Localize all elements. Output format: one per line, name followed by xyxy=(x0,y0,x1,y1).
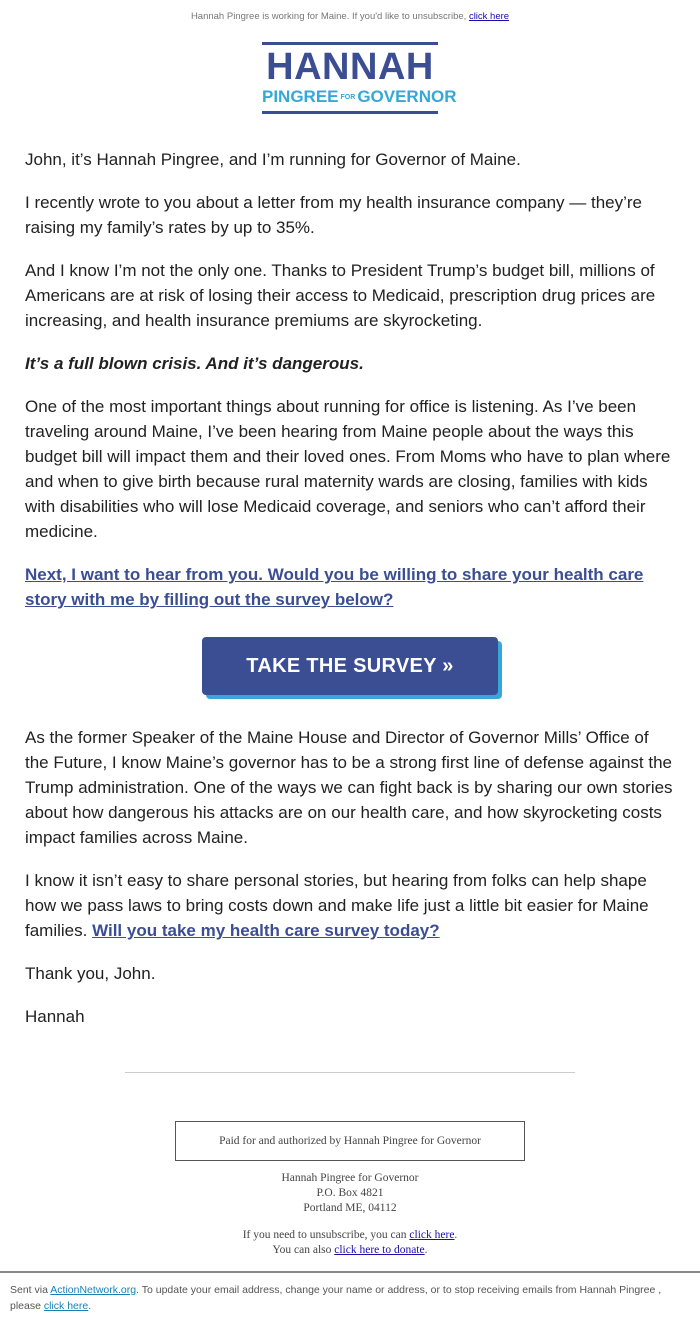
paragraph-speaker: As the former Speaker of the Maine House and Director of Governor Mills’ Office of the Future, I know Maine’s governor has to be a strong first line of defense against the Trump administration. One of the ways we can fight back is by sharing our own stories about how dangerous his attacks are on our health care, and how skyrocketing costs impact families across Maine. xyxy=(25,728,673,847)
survey-button-wrap xyxy=(25,637,675,695)
paragraph-crisis: It’s a full blown crisis. And it’s dangerous. xyxy=(25,354,364,373)
donate-text: You can also xyxy=(272,1244,332,1256)
paragraph-not-only-one: And I know I’m not the only one. Thanks to President Trump’s budget bill, millions of Americans are at risk of losing their access to Medicaid, prescription drug prices are increasing, and health insurance premiums are skyrocketing. xyxy=(25,261,656,330)
paid-for-box: Paid for and authorized by Hannah Pingree for Governor xyxy=(175,1121,525,1161)
paragraph-letter: I recently wrote to you about a letter from my health insurance company — they’re raising my family’s rates by up to 35%. xyxy=(25,193,643,237)
logo-rule-bottom xyxy=(262,111,438,114)
email-body xyxy=(25,147,675,1047)
paragraph-thanks: Thank you, John. xyxy=(25,964,156,983)
logo-connector: FOR xyxy=(340,93,356,101)
sent-via-rest: . To update your email address, change your name or address, or to stop receiving emails from Hannah Pingree , please xyxy=(10,1284,662,1312)
survey-today-link[interactable]: Will you take my health care survey today? xyxy=(92,921,440,940)
logo-rule-top xyxy=(262,42,438,45)
preheader-unsubscribe-link[interactable]: click here xyxy=(468,11,510,22)
footer-divider xyxy=(125,1072,575,1073)
address-city: Portland ME, 04112 xyxy=(303,1202,397,1214)
preheader xyxy=(0,11,700,22)
logo-subtitle xyxy=(262,87,457,108)
signoff: Hannah xyxy=(25,1007,85,1026)
unsubscribe-block: If you need to unsubscribe, you can click here. You can also click here to donate. xyxy=(242,1229,458,1256)
paragraph-greeting: John, it’s Hannah Pingree, and I’m running for Governor of Maine. xyxy=(25,150,521,169)
address-org: Hannah Pingree for Governor xyxy=(281,1172,419,1184)
sent-via-label: Sent via xyxy=(10,1284,48,1296)
address-po-box: P.O. Box 4821 xyxy=(316,1187,384,1199)
unsubscribe-link[interactable]: click here xyxy=(409,1229,455,1241)
actionnetwork-footer xyxy=(0,1271,700,1341)
unsubscribe-text: If you need to unsubscribe, you can xyxy=(242,1229,407,1241)
mailing-address xyxy=(0,1171,700,1216)
donate-link[interactable]: click here to donate xyxy=(334,1244,425,1256)
logo-first: PINGREE xyxy=(262,87,339,106)
survey-cta-link[interactable]: Next, I want to hear from you. Would you be willing to share your health care story with me by filling out the survey below? xyxy=(25,565,644,609)
footer-text: Sent via ActionNetwork.org. To update your email address, change your name or address, or to stop receiving emails from Hannah Pingree , please click here. xyxy=(10,1284,662,1312)
paragraph-personal-stories xyxy=(25,868,675,943)
logo-last: GOVERNOR xyxy=(357,87,457,106)
actionnetwork-link[interactable]: ActionNetwork.org xyxy=(50,1284,137,1296)
preheader-text: Hannah Pingree is working for Maine. If you'd like to unsubscribe, xyxy=(190,11,467,22)
campaign-logo xyxy=(262,42,457,114)
take-survey-button[interactable]: TAKE THE SURVEY » xyxy=(202,637,498,695)
paragraph-personal-stories-text: I know it isn’t easy to share personal stories, but hearing from folks can help shape how we pass laws to bring costs down and make life just a little bit easier for Maine families. xyxy=(25,871,649,940)
logo-name: HANNAH xyxy=(266,46,434,88)
update-preferences-link[interactable]: click here xyxy=(43,1300,89,1312)
paragraph-listening: One of the most important things about running for office is listening. As I’ve been traveling around Maine, I’ve been hearing from Maine people about the ways this budget bill will impact them and their loved ones. From Moms who have to plan where and when to give birth because rural maternity wards are closing, families with kids with disabilities who will lose Medicaid coverage, and seniors who can’t afford their medicine. xyxy=(25,397,671,541)
